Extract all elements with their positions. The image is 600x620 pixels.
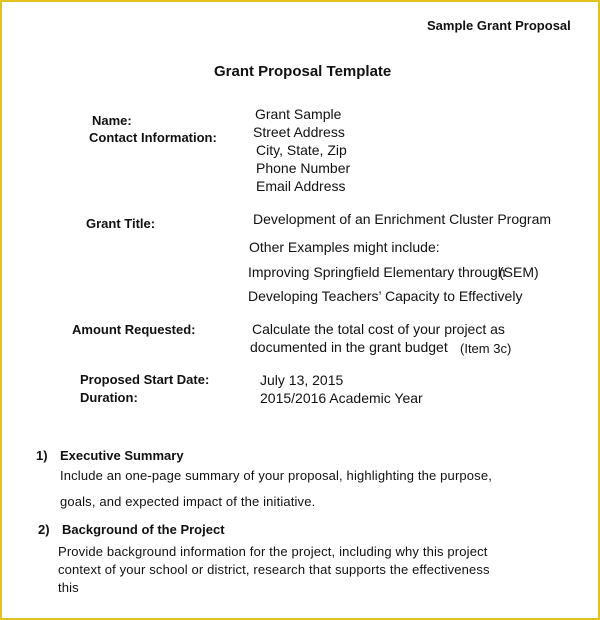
contact-label: Contact Information: <box>89 130 217 145</box>
start-date-value: July 13, 2015 <box>260 372 344 388</box>
item-reference: (Item 3c) <box>460 341 512 356</box>
example-2: Developing Teachers’ Capacity to Effectively <box>248 288 523 304</box>
section-2-line: context of your school or district, research that supports the effectiveness <box>58 562 490 577</box>
name-label: Name: <box>92 113 132 128</box>
example-1: Improving Springfield Elementary through <box>248 264 506 280</box>
name-value: Grant Sample <box>255 106 342 122</box>
amount-label: Amount Requested: <box>72 322 196 337</box>
grant-title-value: Development of an Enrichment Cluster Program <box>253 211 552 227</box>
start-date-label: Proposed Start Date: <box>80 372 210 387</box>
duration-value: 2015/2016 Academic Year <box>260 390 423 406</box>
duration-label: Duration: <box>80 390 138 405</box>
section-1-line: goals, and expected impact of the initiative. <box>60 494 316 509</box>
section-1-line: Include an one-page summary of your proposal, highlighting the purpose, <box>60 468 492 483</box>
contact-line: Email Address <box>256 178 346 194</box>
section-2-heading: Background of the Project <box>62 522 225 537</box>
amount-line-2: documented in the grant budget <box>250 339 448 355</box>
section-2-line: Provide background information for the project, including why this project <box>58 544 488 559</box>
contact-line: Phone Number <box>256 160 351 176</box>
examples-intro: Other Examples might include: <box>249 239 440 255</box>
example-1-tag: (SEM) <box>499 264 539 280</box>
contact-line: City, State, Zip <box>256 142 347 158</box>
header-title: Sample Grant Proposal <box>427 18 571 33</box>
section-2-line: this <box>58 580 79 595</box>
contact-line: Street Address <box>253 124 345 140</box>
amount-line-1: Calculate the total cost of your project as <box>252 321 505 337</box>
section-1-heading: Executive Summary <box>60 448 184 463</box>
section-2-number: 2) <box>38 522 50 537</box>
document-title: Grant Proposal Template <box>214 63 392 80</box>
section-1-number: 1) <box>36 448 48 463</box>
grant-title-label: Grant Title: <box>86 216 156 231</box>
